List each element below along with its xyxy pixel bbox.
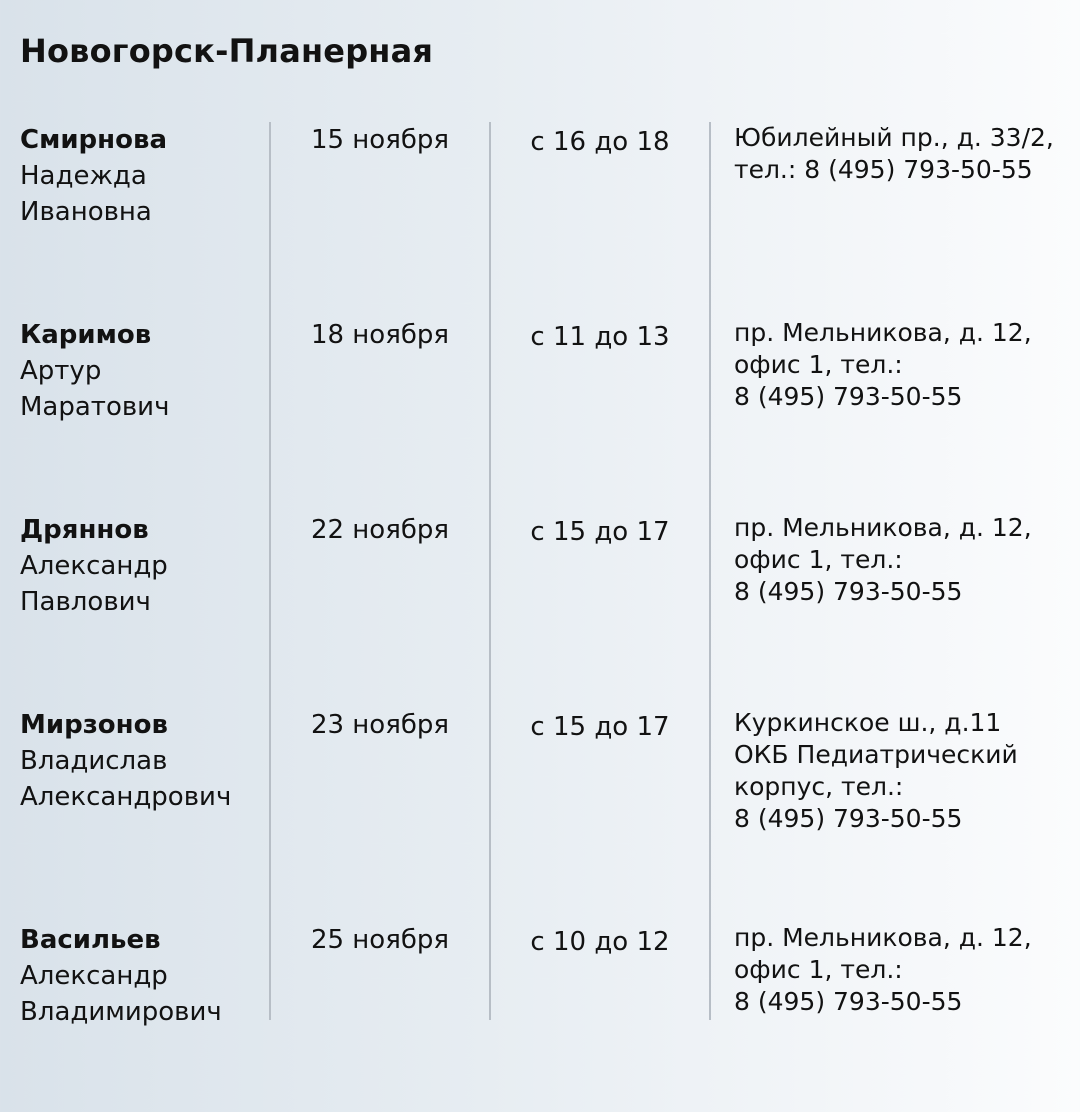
- schedule-row: [0, 707, 1080, 897]
- schedule-row: [0, 317, 1080, 507]
- person-patronymic: Александрович: [20, 782, 232, 812]
- reception-time: с 15 до 17: [530, 712, 670, 742]
- person-name: [20, 512, 260, 620]
- reception-time: с 16 до 18: [530, 127, 670, 157]
- schedule-row: [0, 922, 1080, 1112]
- reception-time: с 15 до 17: [530, 517, 670, 547]
- person-name: [20, 317, 260, 425]
- schedule-row: [0, 512, 1080, 702]
- person-name: [20, 707, 260, 815]
- person-surname: Мирзонов: [20, 710, 168, 740]
- person-surname: Дряннов: [20, 515, 149, 545]
- reception-date: 18 ноября: [310, 320, 450, 350]
- page-title: Новогорск-Планерная: [20, 32, 434, 70]
- person-first-name: Александр: [20, 961, 168, 991]
- reception-date: 23 ноября: [310, 710, 450, 740]
- reception-date: 22 ноября: [310, 515, 450, 545]
- person-surname: Каримов: [20, 320, 152, 350]
- reception-date: 15 ноября: [310, 125, 450, 155]
- reception-address: пр. Мельникова, д. 12, офис 1, тел.: 8 (495) 793-50-55: [734, 318, 1032, 411]
- reception-address: Куркинское ш., д.11 ОКБ Педиатрический корпус, тел.: 8 (495) 793-50-55: [734, 708, 1018, 833]
- person-first-name: Артур: [20, 356, 102, 386]
- person-surname: Васильев: [20, 925, 161, 955]
- reception-time: с 10 до 12: [530, 927, 670, 957]
- schedule-row: [0, 122, 1080, 312]
- person-name: [20, 122, 260, 230]
- person-patronymic: Владимирович: [20, 997, 222, 1027]
- reception-time: с 11 до 13: [530, 322, 670, 352]
- person-surname: Смирнова: [20, 125, 167, 155]
- reception-address: Юбилейный пр., д. 33/2, тел.: 8 (495) 793-50-55: [734, 123, 1054, 184]
- reception-address: пр. Мельникова, д. 12, офис 1, тел.: 8 (495) 793-50-55: [734, 923, 1032, 1016]
- person-patronymic: Павлович: [20, 587, 151, 617]
- reception-address: пр. Мельникова, д. 12, офис 1, тел.: 8 (495) 793-50-55: [734, 513, 1032, 606]
- person-name: [20, 922, 260, 1030]
- reception-date: 25 ноября: [310, 925, 450, 955]
- person-first-name: Надежда: [20, 161, 147, 191]
- person-first-name: Владислав: [20, 746, 168, 776]
- person-patronymic: Маратович: [20, 392, 170, 422]
- person-first-name: Александр: [20, 551, 168, 581]
- person-patronymic: Ивановна: [20, 197, 152, 227]
